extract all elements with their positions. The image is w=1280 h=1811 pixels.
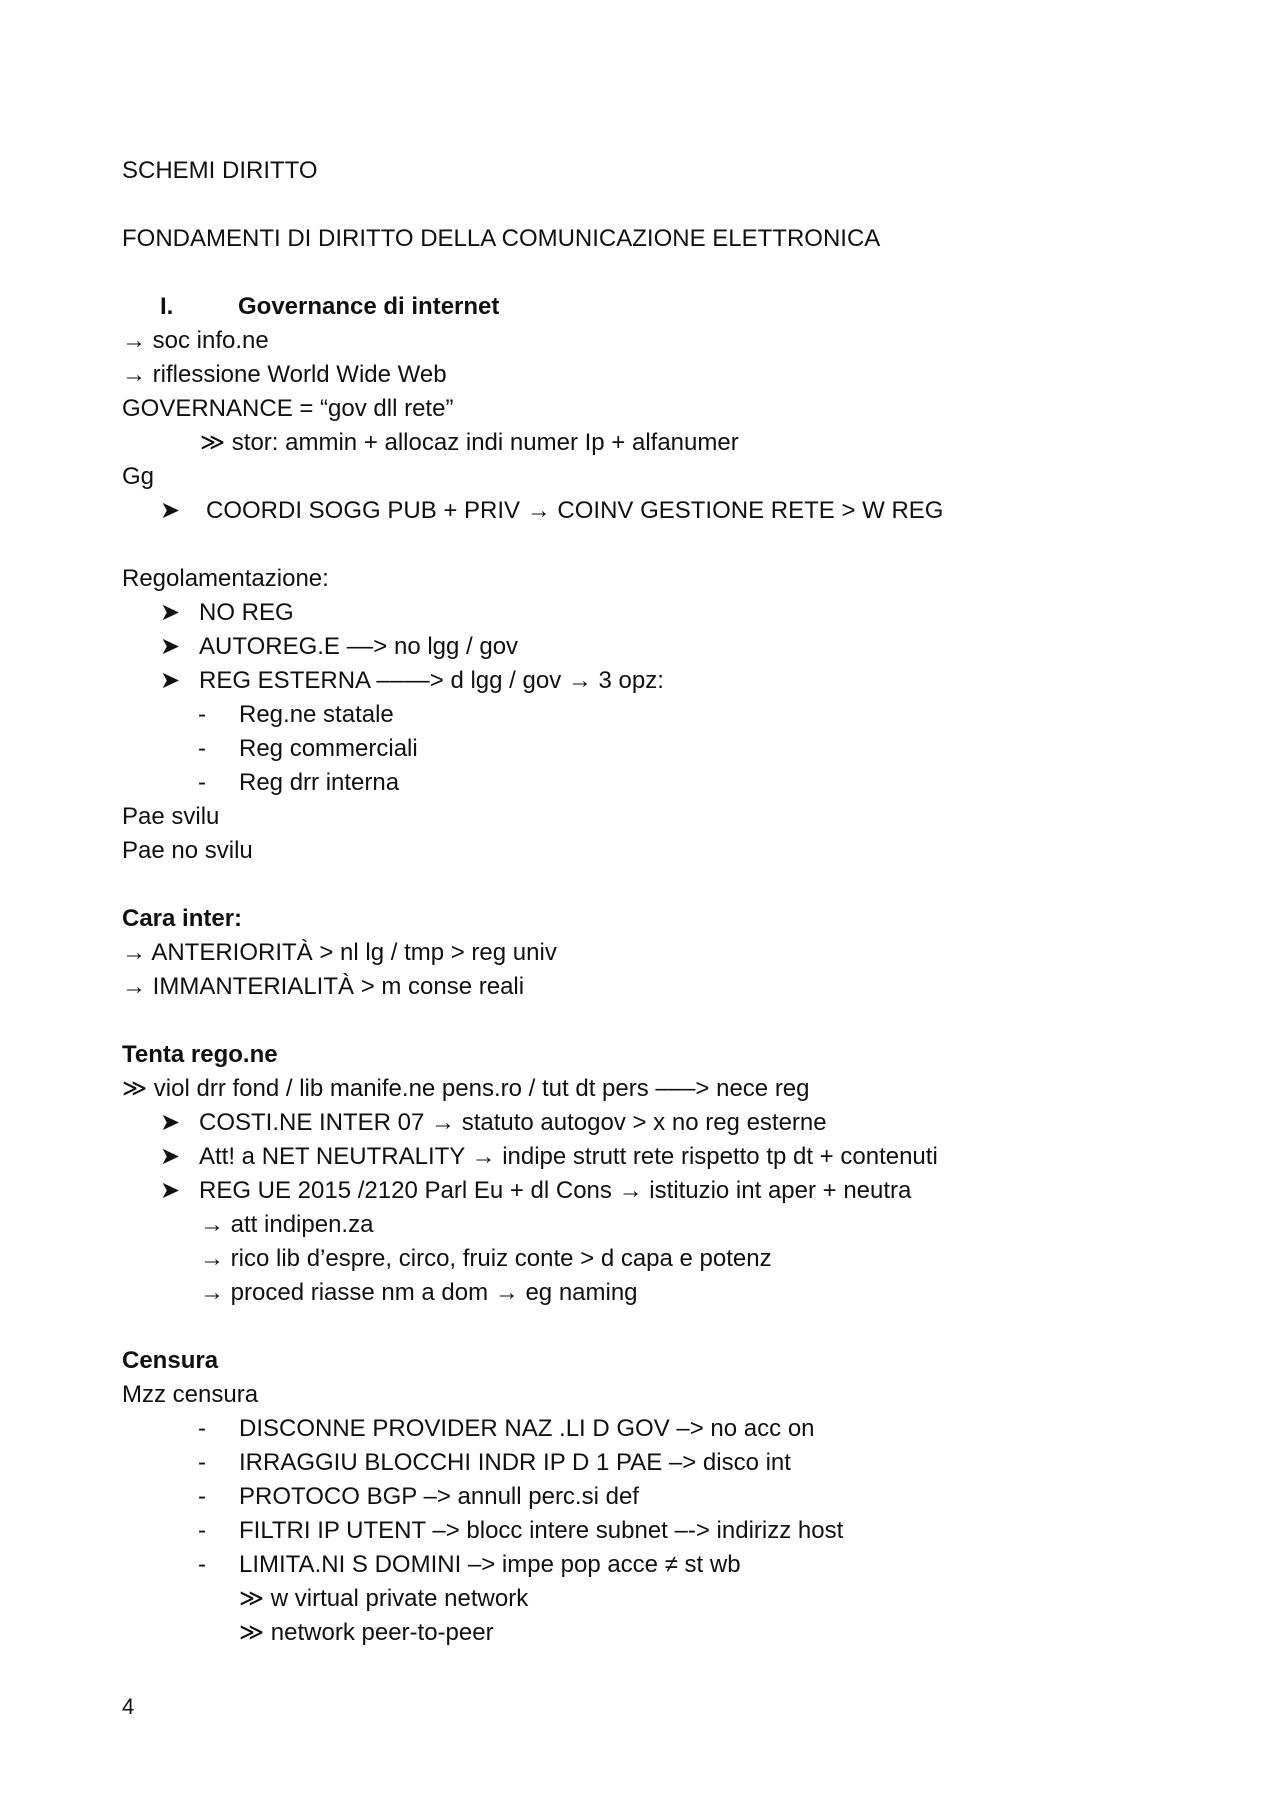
section-title: Governance di internet <box>238 293 500 320</box>
cara-line: → IMMANTERIALITÀ > m conse reali <box>122 973 525 1000</box>
page-number: 4 <box>122 1694 135 1719</box>
doc-title: SCHEMI DIRITTO <box>122 157 318 184</box>
tenta-arrow-line: → proced riasse nm a dom → eg naming <box>200 1279 638 1306</box>
reg-tail-line: Pae svilu <box>122 803 220 830</box>
gov-line: Gg <box>122 463 155 490</box>
tenta-arrow-line: → rico lib d’espre, circo, fruiz conte > d capa e potenz <box>200 1245 772 1272</box>
arrow-bullet-icon: ➤ <box>160 497 181 524</box>
gov-line: GOVERNANCE = “gov dll rete” <box>122 395 454 422</box>
censura-dash-item: - IRRAGGIU BLOCCHI INDR IP D 1 PAE –> disco int <box>198 1449 791 1476</box>
tenta-bullet: ➤ Att! a NET NEUTRALITY → indipe strutt rete rispetto tp dt + contenuti <box>160 1143 938 1170</box>
gov-bullet: ➤ COORDI SOGG PUB + PRIV → COINV GESTIONE RETE > W REG <box>160 497 944 524</box>
reg-tail-line: Pae no svilu <box>122 837 253 864</box>
arrow-bullet-icon: ➤ <box>160 1109 181 1136</box>
arrow-bullet-icon: ➤ <box>160 1177 181 1204</box>
arrow-bullet-icon: ➤ <box>160 1143 181 1170</box>
gov-line: → soc info.ne <box>122 327 269 354</box>
arrow-bullet-icon: ➤ <box>160 633 181 660</box>
censura-dash-item: - DISCONNE PROVIDER NAZ .LI D GOV –> no acc on <box>198 1415 815 1442</box>
censura-dash-item: - FILTRI IP UTENT –> blocc intere subnet –-> indirizz host <box>198 1517 844 1544</box>
reg-dash-item: - Reg.ne statale <box>198 701 394 728</box>
cara-heading: Cara inter: <box>122 905 243 932</box>
censura-heading: Censura <box>122 1347 219 1374</box>
tenta-bullet: ➤ REG UE 2015 /2120 Parl Eu + dl Cons → istituzio int aper + neutra <box>160 1177 912 1204</box>
reg-dash-item: - Reg commerciali <box>198 735 418 762</box>
doc-subtitle: FONDAMENTI DI DIRITTO DELLA COMUNICAZIONE ELETTRONICA <box>122 225 881 252</box>
arrow-bullet-icon: ➤ <box>160 667 181 694</box>
gov-line: → riflessione World Wide Web <box>122 361 447 388</box>
censura-intro: Mzz censura <box>122 1381 259 1408</box>
tenta-intro: ≫ viol drr fond / lib manife.ne pens.ro / tut dt pers –––> nece reg <box>122 1075 810 1102</box>
reg-dash-item: - Reg drr interna <box>198 769 400 796</box>
reg-bullet: ➤ REG ESTERNA ––––> d lgg / gov → 3 opz: <box>160 667 664 694</box>
tenta-arrow-line: → att indipen.za <box>200 1211 374 1238</box>
censura-sub-line: ≫ w virtual private network <box>239 1585 529 1612</box>
gov-line: ≫ stor: ammin + allocaz indi numer Ip + alfanumer <box>200 429 739 456</box>
tenta-heading: Tenta rego.ne <box>122 1041 278 1068</box>
cara-line: → ANTERIORITÀ > nl lg / tmp > reg univ <box>122 939 557 966</box>
censura-dash-item: - PROTOCO BGP –> annull perc.si def <box>198 1483 639 1510</box>
censura-sub-line: ≫ network peer-to-peer <box>239 1619 494 1646</box>
reg-bullet: ➤ NO REG <box>160 599 294 626</box>
tenta-bullet: ➤ COSTI.NE INTER 07 → statuto autogov > x no reg esterne <box>160 1109 827 1136</box>
arrow-bullet-icon: ➤ <box>160 599 181 626</box>
reg-bullet: ➤ AUTOREG.E ––> no lgg / gov <box>160 633 519 660</box>
censura-dash-item: - LIMITA.NI S DOMINI –> impe pop acce ≠ st wb <box>198 1551 741 1578</box>
regolamentazione-heading: Regolamentazione: <box>122 565 329 592</box>
section-number: I. <box>160 293 174 320</box>
